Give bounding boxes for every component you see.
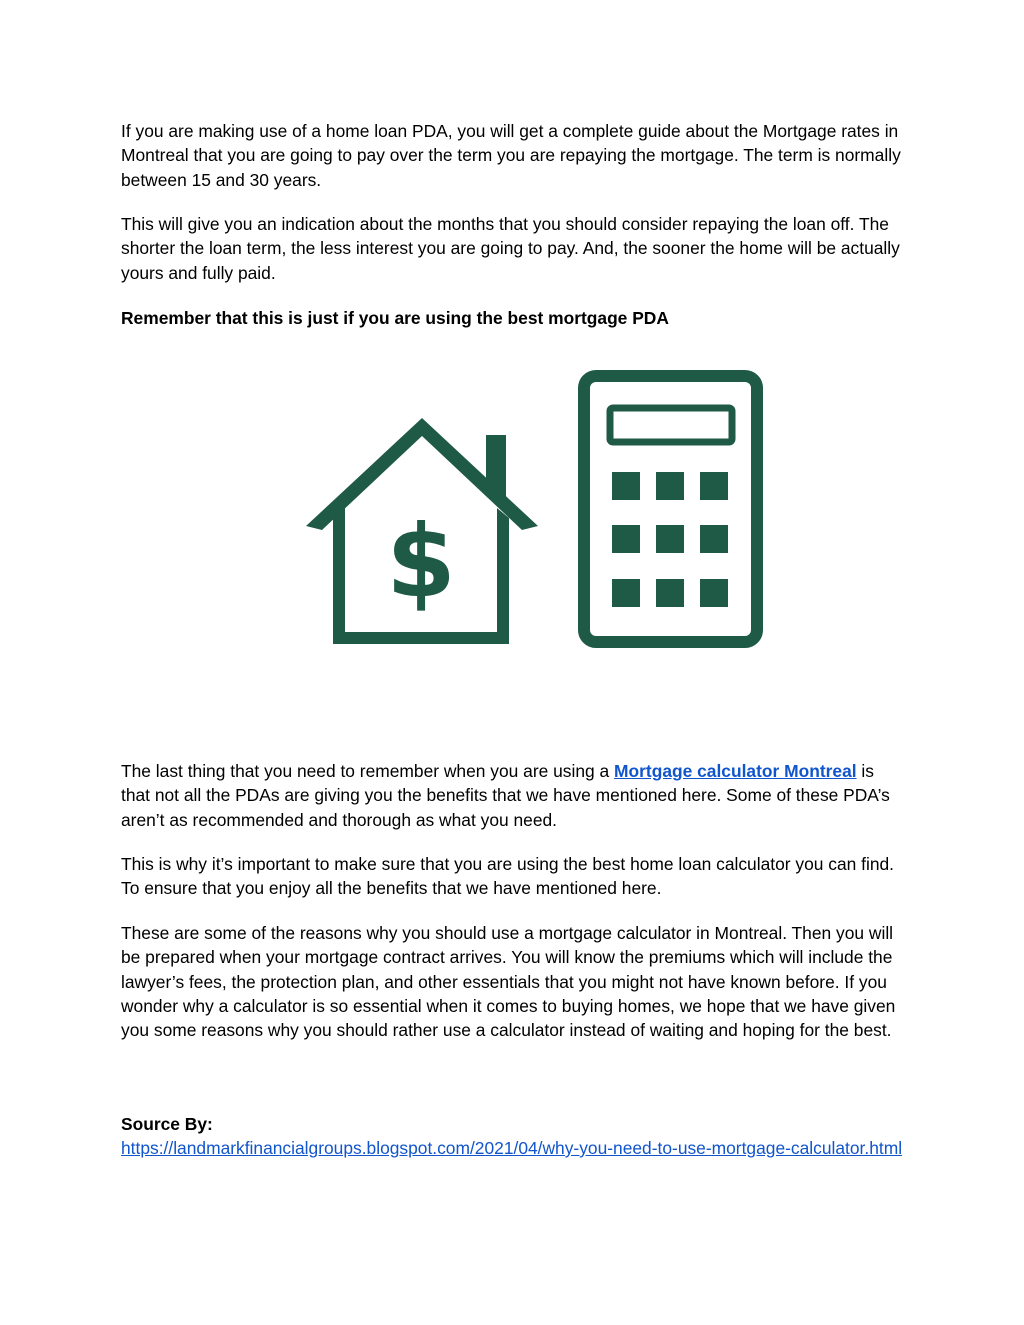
paragraph-4-lead: The last thing that you need to remember when you are using a — [121, 761, 615, 781]
paragraph-loan-term: This will give you an indication about the months that you should consider repaying the loan off. The shorter the loan term, the less interest you are going to pay. And, the sooner the home will be actually yours and fully paid. — [121, 214, 900, 283]
paragraph-reasons: These are some of the reasons why you should use a mortgage calculator in Montreal. Then you will be prepared when your mortgage contract arrives. You will know the premiums which will include the lawyer’s fees, the protection plan, and other essentials that you might not have known before. If you wonder why a calculator is so essential when it comes to buying homes, we hope that we have given you some reasons why you should rather use a calculator instead of waiting and hoping for the best. — [121, 923, 896, 1041]
paragraph-4-tail: is that not all the PDAs are giving you the benefits that we have mentioned here. Some of these PDA’s aren’t as recommended and thorough as what you need. — [121, 761, 890, 830]
bold-note: Remember that this is just if you are using the best mortgage PDA — [121, 308, 669, 328]
svg-text:$: $ — [386, 503, 456, 620]
source-url-link[interactable]: https://landmarkfinancialgroups.blogspot.com/2021/04/why-you-need-to-use-mortgage-calculator.html — [121, 1138, 903, 1158]
source-label: Source By: — [121, 1114, 213, 1134]
house-dollar-icon — [306, 418, 538, 644]
paragraph-mortgage-rates: If you are making use of a home loan PDA, you will get a complete guide about the Mortgage rates in Montreal that you are going to pay over the term you are repaying the mortgage. The term is normally between 15 and 30 years. — [121, 121, 901, 190]
mortgage-illustration — [300, 368, 770, 653]
paragraph-calculator-link — [121, 759, 906, 832]
calculator-icon — [584, 376, 757, 642]
mortgage-calculator-link[interactable]: Mortgage calculator Montreal — [614, 761, 857, 781]
paragraph-best-calculator: This is why it’s important to make sure that you are using the best home loan calculator you can find. To ensure that you enjoy all the benefits that we have mentioned here. — [121, 854, 894, 899]
